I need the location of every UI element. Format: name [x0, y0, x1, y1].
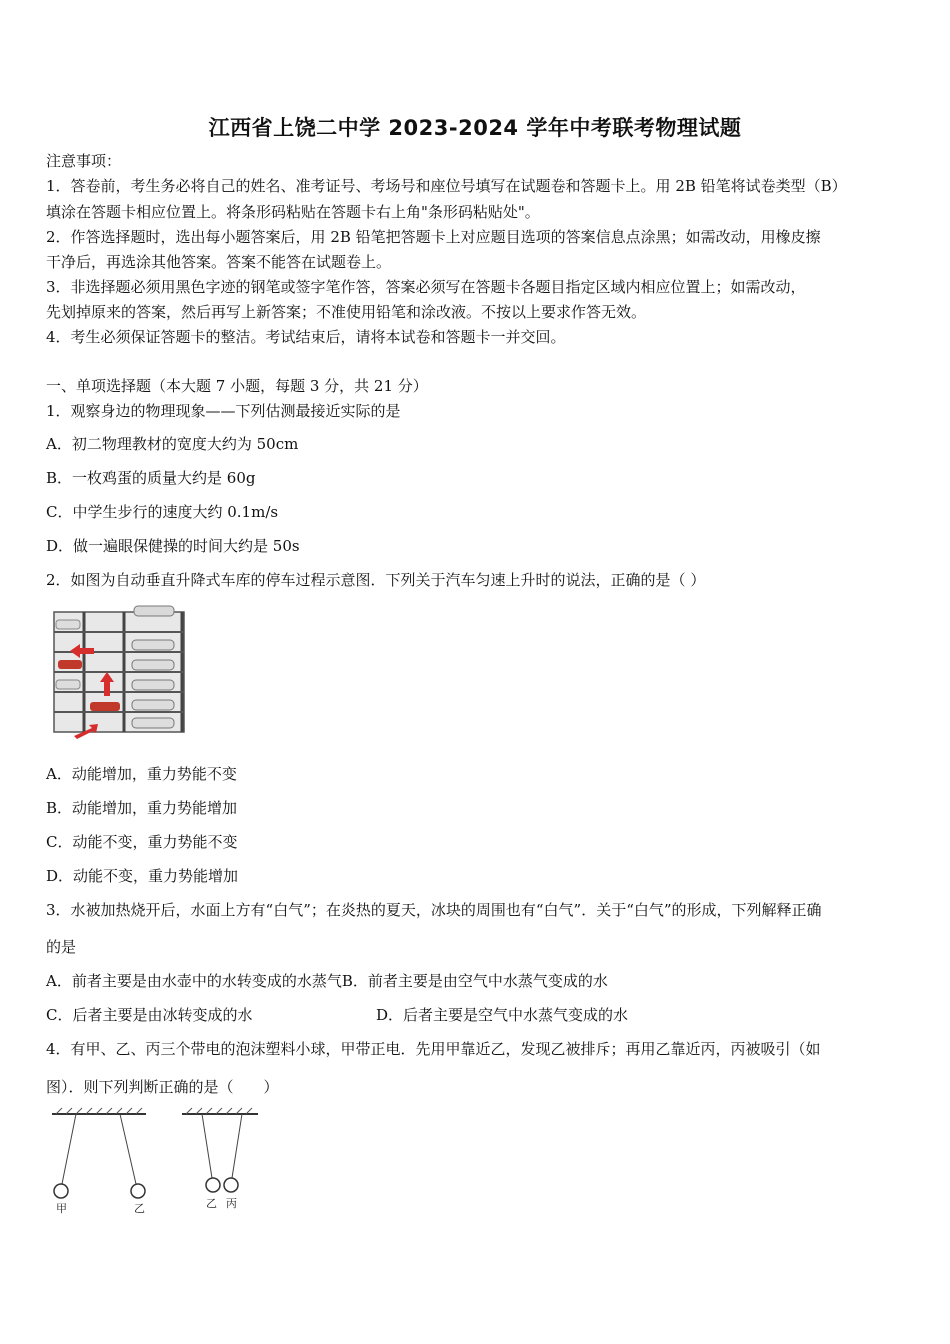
question-2-option-b[interactable]: B．动能增加，重力势能增加 — [46, 799, 238, 817]
question-4-stem-continued: 图）．则下列判断正确的是（ ） — [46, 1078, 279, 1096]
ball-label-yi: 乙 — [134, 1202, 145, 1215]
question-3-stem-continued: 的是 — [46, 938, 77, 956]
ball-label-bing: 丙 — [226, 1197, 237, 1210]
page-title: 江西省上饶二中学 2023-2024 学年中考联考物理试题 — [208, 116, 742, 140]
notice-line: 1．答卷前，考生务必将自己的姓名、准考证号、考场号和座位号填写在试题卷和答题卡上。用 2B 铅笔将试卷类型（B） — [46, 177, 847, 195]
question-1-option-c[interactable]: C．中学生步行的速度大约 0.1m/s — [46, 503, 279, 521]
question-2-option-a[interactable]: A．动能增加，重力势能不变 — [46, 765, 237, 783]
question-2-stem: 2．如图为自动垂直升降式车库的停车过程示意图．下列关于汽车匀速上升时的说法，正确的是（ ） — [46, 571, 706, 589]
section-heading: 一、单项选择题（本大题 7 小题，每题 3 分，共 21 分） — [46, 377, 428, 395]
notice-line: 干净后，再选涂其他答案。答案不能答在试题卷上。 — [46, 253, 392, 271]
notice-line: 4．考生必须保证答题卡的整洁。考试结束后，请将本试卷和答题卡一并交回。 — [46, 328, 566, 346]
question-1-option-a[interactable]: A．初二物理教材的宽度大约为 50cm — [46, 435, 299, 453]
notice-heading: 注意事项： — [46, 152, 122, 170]
charged-balls-figure — [46, 1106, 266, 1216]
notice-line: 填涂在答题卡相应位置上。将条形码粘贴在答题卡右上角"条形码粘贴处"。 — [46, 203, 540, 221]
notice-line: 3．非选择题必须用黑色字迹的钢笔或签字笔作答，答案必须写在答题卡各题目指定区域内相应位置上；如需改动， — [46, 278, 806, 296]
question-3-option-d[interactable]: D．后者主要是空气中水蒸气变成的水 — [376, 1006, 629, 1024]
ball-label-jia: 甲 — [56, 1202, 67, 1215]
question-1-stem: 1．观察身边的物理现象——下列估测最接近实际的是 — [46, 402, 401, 420]
question-2-option-d[interactable]: D．动能不变，重力势能增加 — [46, 867, 239, 885]
notice-line: 先划掉原来的答案，然后再写上新答案；不准使用铅笔和涂改液。不按以上要求作答无效。 — [46, 303, 647, 321]
ball-label-yi-2: 乙 — [206, 1197, 217, 1210]
question-1-option-b[interactable]: B．一枚鸡蛋的质量大约是 60g — [46, 469, 256, 487]
question-2-option-c[interactable]: C．动能不变，重力势能不变 — [46, 833, 238, 851]
question-1-option-d[interactable]: D．做一遍眼保健操的时间大约是 50s — [46, 537, 300, 555]
parking-garage-figure — [46, 604, 186, 744]
question-4-stem: 4．有甲、乙、丙三个带电的泡沫塑料小球，甲带正电．先用甲靠近乙，发现乙被排斥；再用乙靠近丙，丙被吸引（如 — [46, 1040, 821, 1058]
question-3-options-ab[interactable]: A．前者主要是由水壶中的水转变成的水蒸气B．前者主要是由空气中水蒸气变成的水 — [46, 972, 608, 990]
notice-line: 2．作答选择题时，选出每小题答案后，用 2B 铅笔把答题卡上对应题目选项的答案信息点涂黑；如需改动，用橡皮擦 — [46, 228, 821, 246]
question-3-stem: 3．水被加热烧开后，水面上方有“白气”；在炎热的夏天，冰块的周围也有“白气”．关于“白气”的形成，下列解释正确 — [46, 901, 822, 919]
question-3-option-c[interactable]: C．后者主要是由冰转变成的水 — [46, 1006, 253, 1024]
